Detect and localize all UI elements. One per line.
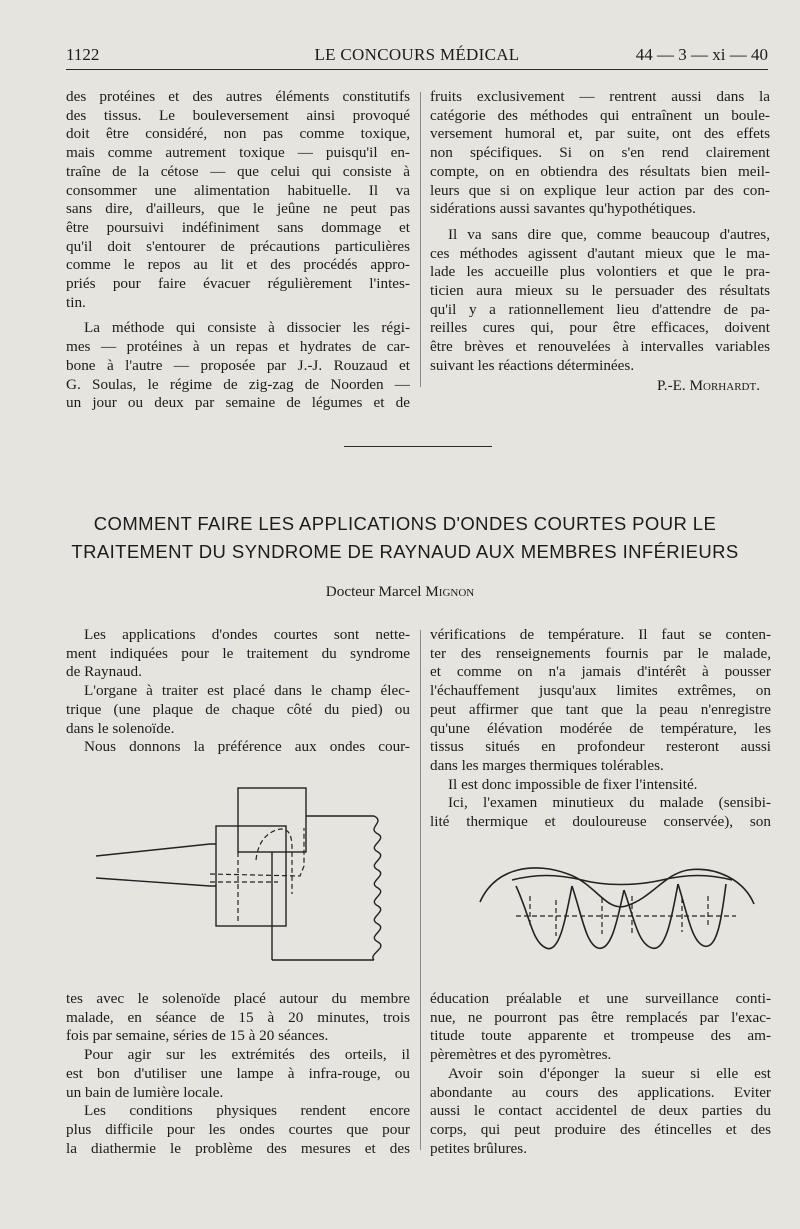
- author-signature: [600, 377, 760, 395]
- text-line: l'échauffement jusqu'aux limites extrêmes, on: [430, 682, 771, 700]
- running-header: [66, 44, 768, 70]
- text-line: fruits exclusivement — rentrent aussi dans la: [430, 88, 770, 105]
- text-line: bone à l'autre — proposée par J.-J. Rouzaud et: [66, 356, 410, 374]
- text-line: qu'une élévation modérée de température, les: [430, 719, 771, 737]
- text-line: aussi le contact accidentel de deux parties du: [430, 1102, 771, 1120]
- text-line: non spécifiques. Si on s'en rend clairement: [430, 144, 770, 162]
- text-line: Ici, l'examen minutieux du malade (sensibi-: [448, 794, 771, 812]
- article-title-line-2: TRAITEMENT DU SYNDROME DE RAYNAUD AUX MEMBRES INFÉRIEURS: [71, 541, 739, 562]
- text-line: qu'il y a rationnellement lieu d'attendre de pa-: [430, 300, 770, 318]
- text-line: comme le repos au lit et des procédés appro-: [66, 256, 410, 274]
- text-line: est bon d'utiliser une lampe à infra-rouge, ou: [66, 1064, 410, 1082]
- text-line: Nous donnons la préférence aux ondes cour-: [84, 738, 410, 756]
- text-line: fois par semaine, séries de 15 à 20 séances.: [66, 1027, 329, 1045]
- text-line: de Raynaud.: [66, 663, 142, 681]
- text-line: malade, en séance de 15 à 20 minutes, trois: [66, 1008, 410, 1026]
- text-line: Avoir soin d'éponger la sueur si elle est: [448, 1064, 771, 1082]
- text-line: traîne de la cétose — que celui qui consiste à: [66, 162, 410, 180]
- text-line: sidérations aussi savantes qu'hypothétiques.: [430, 200, 696, 218]
- text-line: éducation préalable et une surveillance conti-: [430, 990, 771, 1007]
- text-line: doit être considéré, non pas comme toxique,: [66, 125, 410, 143]
- text-line: suivant les réactions déterminées.: [430, 356, 635, 374]
- text-line: Il va sans dire que, comme beaucoup d'autres,: [448, 225, 770, 243]
- text-line: ment indiquées pour le traitement du syndrome: [66, 644, 410, 662]
- prev-article-right-column: [430, 88, 770, 376]
- text-line: ter des renseignements fournis par le malade,: [430, 644, 771, 662]
- text-line: Les conditions physiques rendent encore: [84, 1102, 410, 1120]
- page-number: 1122: [66, 45, 100, 64]
- text-line: ticien aura mieux su le persuader des résultats: [430, 282, 770, 300]
- signature-initials: P.-E.: [657, 377, 690, 394]
- text-line: leurs que si on explique leur action par des con-: [430, 181, 770, 199]
- header-rule: [66, 69, 768, 70]
- article-left-column-top: [66, 626, 410, 757]
- figure-solenoid-diagram: [476, 856, 776, 966]
- text-line: trique (une plaque de chaque côté du pied) ou: [66, 700, 410, 718]
- text-line: G. Soulas, le régime de zig-zag de Noorden —: [66, 375, 410, 393]
- text-line: reilles cures qui, pour être efficaces, doivent: [430, 319, 770, 337]
- article-right-column-bottom: [430, 990, 771, 1158]
- text-line: tissus situés en profondeur resteront aussi: [430, 738, 771, 756]
- text-line: priés pour faire évacuer régulièrement l'intes-: [66, 275, 410, 293]
- column-divider: [420, 92, 421, 387]
- author-surname: Mignon: [425, 583, 475, 600]
- article-right-column-top: [430, 626, 771, 832]
- text-line: Les applications d'ondes courtes sont nette-: [84, 626, 410, 643]
- text-line: corps, qui peut produire des étincelles et des: [430, 1120, 771, 1138]
- issue-date: 44 — 3 — xi — 40: [635, 45, 768, 64]
- text-line: pèremètres et des pyromètres.: [430, 1046, 612, 1064]
- text-line: tes avec le solenoïde placé autour du membre: [66, 990, 410, 1007]
- text-line: être brèves et renouvelées à intervalles variables: [430, 338, 770, 356]
- text-line: versement humoral et, par suite, ont des effets: [430, 125, 770, 143]
- text-line: un bain de lumière locale.: [66, 1083, 224, 1101]
- text-line: plus difficile pour les ondes courtes que pour: [66, 1120, 410, 1138]
- text-line: petites brûlures.: [430, 1139, 528, 1157]
- text-line: et comme on n'a jamais d'intérêt à pousser: [430, 663, 771, 681]
- signature-surname: Morhardt.: [689, 377, 760, 394]
- text-line: abondante au cours des applications. Eviter: [430, 1083, 771, 1101]
- text-line: sans dire, d'ailleurs, que le jeûne ne peut pas: [66, 200, 410, 218]
- text-line: mes — protéines à un repas et hydrates de car-: [66, 338, 410, 356]
- text-line: lade les accueille plus volontiers et que le pra-: [430, 263, 770, 281]
- text-line: tin.: [66, 293, 86, 311]
- text-line: catégorie des méthodes qui entraînent un boule-: [430, 106, 770, 124]
- prev-article-left-column: [66, 88, 410, 413]
- author-prefix: Docteur Marcel: [325, 583, 426, 600]
- text-line: peut affirmer que tant que la peau n'enregistre: [430, 700, 771, 718]
- journal-title: LE CONCOURS MÉDICAL: [314, 45, 520, 64]
- article-title-line-1: COMMENT FAIRE LES APPLICATIONS D'ONDES COURTES POUR LE: [93, 513, 717, 534]
- text-line: vérifications de température. Il faut se conten-: [430, 626, 771, 643]
- text-line: des tissus. Le bouleversement ainsi provoqué: [66, 106, 410, 124]
- text-line: la diathermie le problème des mesures et des: [66, 1139, 410, 1157]
- text-line: être poursuivi indéfiniment sans dommage et: [66, 218, 410, 236]
- text-line: compte, on en obtiendra des résultats bien meil-: [430, 162, 770, 180]
- text-line: dans les marges thermiques tolérables.: [430, 756, 664, 774]
- text-line: titude toute apparente et trompeuse des am-: [430, 1027, 771, 1045]
- article-author: [0, 583, 800, 601]
- article-separator: [344, 446, 492, 447]
- text-line: consommer une alimentation habituelle. Il va: [66, 181, 410, 199]
- text-line: ces méthodes agissent d'autant mieux que le ma-: [430, 244, 770, 262]
- text-line: Il est donc impossible de fixer l'intensité.: [448, 775, 698, 793]
- text-line: mais comme autrement toxique — puisqu'il en-: [66, 144, 410, 162]
- text-line: qu'il doit s'entourer de précautions particulières: [66, 237, 410, 255]
- text-line: nue, ne pourront pas être remplacés par l'exac-: [430, 1008, 771, 1026]
- text-line: dans le solenoïde.: [66, 719, 175, 737]
- text-line: Pour agir sur les extrémités des orteils, il: [84, 1046, 410, 1064]
- text-line: des protéines et des autres éléments constitutifs: [66, 88, 410, 105]
- text-line: L'organe à traiter est placé dans le champ élec-: [84, 682, 410, 700]
- text-line: La méthode qui consiste à dissocier les régi-: [84, 319, 410, 337]
- column-divider: [420, 630, 421, 1150]
- text-line: un jour ou deux par semaine de légumes et de: [66, 394, 410, 412]
- figure-plates-diagram: [90, 782, 390, 962]
- text-line: lité thermique et douloureuse conservée), son: [430, 813, 771, 831]
- article-left-column-bottom: [66, 990, 410, 1158]
